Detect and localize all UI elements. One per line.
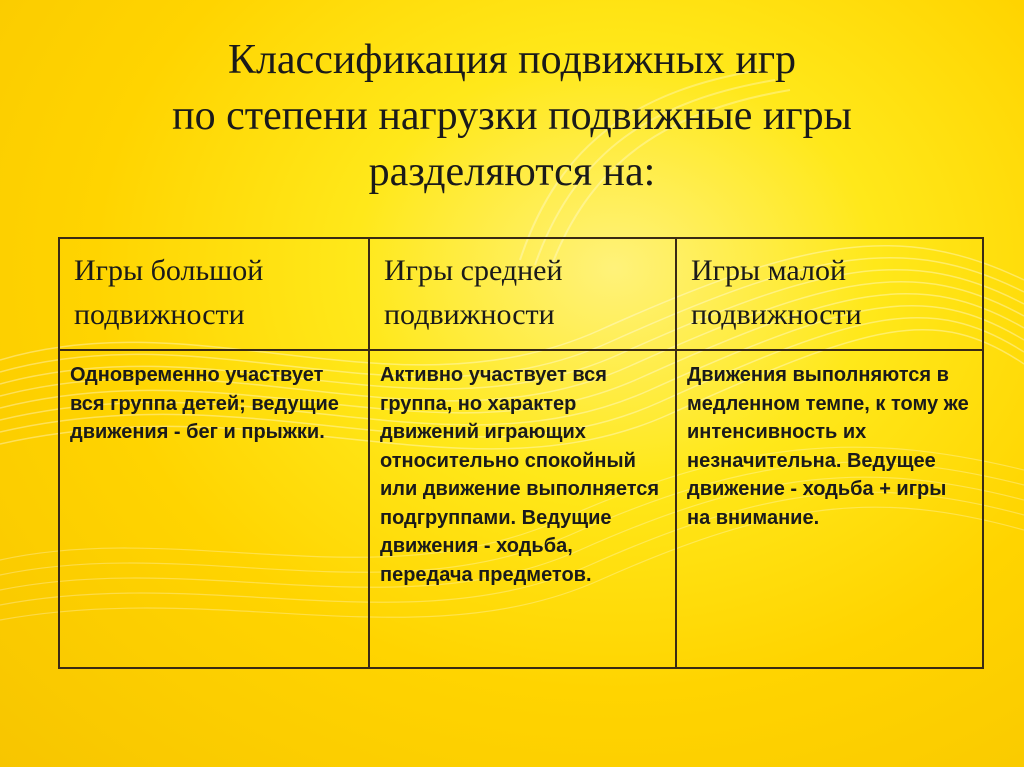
table-row bbox=[59, 350, 983, 668]
classification-table bbox=[58, 237, 984, 669]
cell-medium-mobility: Активно участвует вся группа, но характер движений играющих относительно спокойный или движение выполняется подгруппами. Ведущие движения - ходьба, передача предметов. bbox=[369, 350, 676, 668]
slide-title bbox=[60, 32, 964, 200]
header-low-mobility: Игры малой подвижности bbox=[676, 238, 983, 350]
title-line-3: разделяются на: bbox=[368, 149, 656, 195]
cell-low-mobility: Движения выполняются в медленном темпе, к тому же интенсивность их незначительна. Ведущее движение - ходьба + игры на внимание. bbox=[676, 350, 983, 668]
cell-high-mobility: Одновременно участвует вся группа детей; ведущие движения - бег и прыжки. bbox=[59, 350, 369, 668]
title-line-2: по степени нагрузки подвижные игры bbox=[172, 93, 852, 139]
title-line-1: Классификация подвижных игр bbox=[227, 37, 797, 83]
header-medium-mobility: Игры средней подвижности bbox=[369, 238, 676, 350]
table-header-row bbox=[59, 238, 983, 350]
header-high-mobility: Игры большой подвижности bbox=[59, 238, 369, 350]
